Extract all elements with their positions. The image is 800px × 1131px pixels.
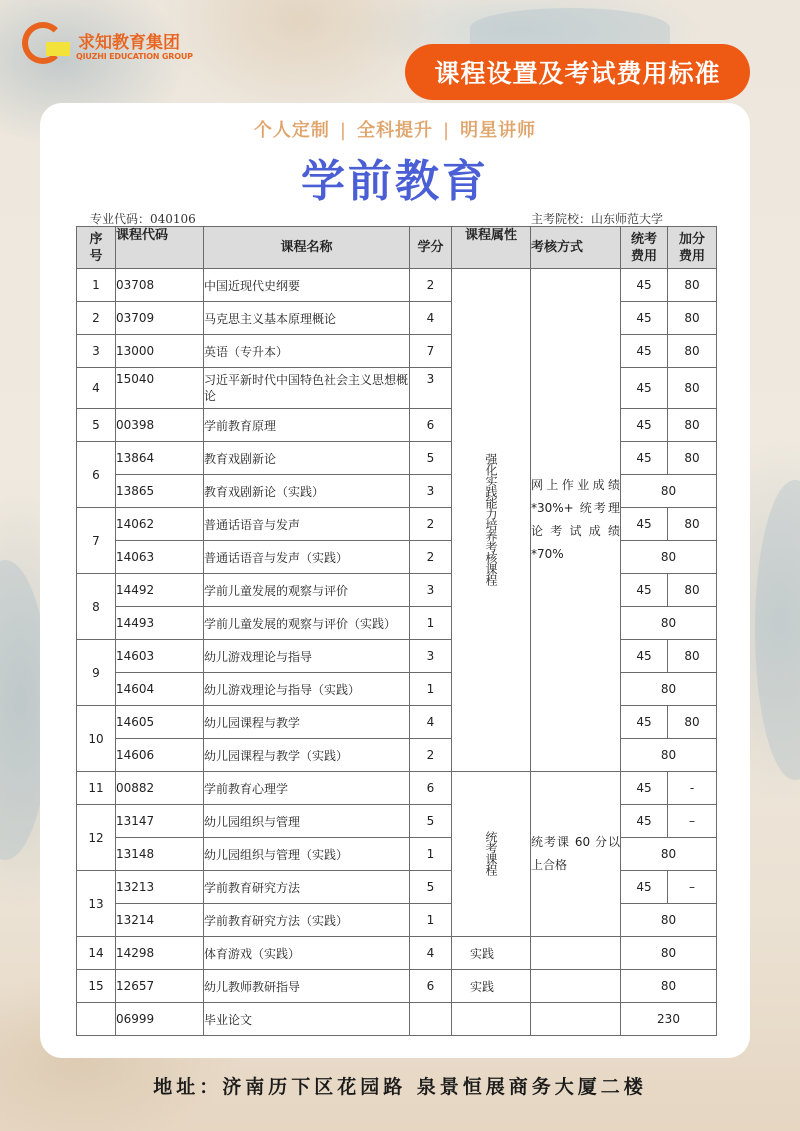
- cell-credit: 4: [410, 706, 452, 739]
- cell-seq: 4: [77, 368, 116, 409]
- cell-exam-fee: 45: [621, 805, 668, 838]
- cell-credit: 3: [410, 574, 452, 607]
- header-method: 考核方式: [531, 227, 621, 269]
- cell-extra-fee: 80: [668, 269, 717, 302]
- cell-code: 00882: [116, 772, 204, 805]
- table-row: [77, 442, 717, 475]
- cell-code: 06999: [116, 1003, 204, 1036]
- host-school: 主考院校：山东师范大学: [530, 212, 663, 226]
- table-row: [77, 508, 717, 541]
- cell-attribute-practice: 强化实践能力培养考核课程: [452, 269, 531, 772]
- logo-bar-icon: [46, 42, 70, 56]
- cell-name: 学前儿童发展的观察与评价: [204, 574, 410, 607]
- cell-fee: 80: [621, 739, 717, 772]
- cell-name: 学前教育原理: [204, 409, 410, 442]
- cell-seq: 9: [77, 640, 116, 706]
- cell-extra-fee: 80: [668, 706, 717, 739]
- table-row: [77, 574, 717, 607]
- tagline-item: 个人定制: [253, 120, 330, 141]
- cell-credit: 3: [410, 368, 452, 409]
- cell-name: 普通话语音与发声（实践）: [204, 541, 410, 574]
- cell-method: [531, 937, 621, 970]
- tagline-item: 明星讲师: [460, 120, 537, 141]
- cell-credit: 5: [410, 805, 452, 838]
- table-row: [77, 368, 717, 409]
- cell-code: 15040: [116, 368, 204, 409]
- table-row: [77, 640, 717, 673]
- table-row: [77, 772, 717, 805]
- cell-exam-fee: 45: [621, 409, 668, 442]
- cell-code: 14062: [116, 508, 204, 541]
- background-mountain: [470, 8, 670, 48]
- cell-fee: 80: [621, 937, 717, 970]
- cell-credit: 3: [410, 640, 452, 673]
- cell-exam-fee: 45: [621, 772, 668, 805]
- table-row: [77, 302, 717, 335]
- table-row: [77, 970, 717, 1003]
- cell-code: 13214: [116, 904, 204, 937]
- cell-credit: 2: [410, 541, 452, 574]
- cell-fee: 80: [621, 607, 717, 640]
- cell-fee: 80: [621, 838, 717, 871]
- table-row: [77, 607, 717, 640]
- cell-seq: 15: [77, 970, 116, 1003]
- cell-code: 13865: [116, 475, 204, 508]
- cell-name: 中国近现代史纲要: [204, 269, 410, 302]
- cell-extra-fee: 80: [668, 442, 717, 475]
- cell-name: 幼儿园课程与教学: [204, 706, 410, 739]
- cell-name: 教育戏剧新论（实践）: [204, 475, 410, 508]
- cell-extra-fee: 80: [668, 335, 717, 368]
- header-seq: 序号: [77, 227, 116, 269]
- table-row: [77, 706, 717, 739]
- header-extra-fee: 加分费用: [668, 227, 717, 269]
- cell-name: 幼儿园课程与教学（实践）: [204, 739, 410, 772]
- cell-method-practice: 网上作业成绩*30%+ 统考理论考试成绩*70%: [531, 269, 621, 772]
- cell-code: 14493: [116, 607, 204, 640]
- cell-credit: 7: [410, 335, 452, 368]
- cell-seq: 5: [77, 409, 116, 442]
- page-banner: 课程设置及考试费用标准: [405, 44, 750, 100]
- cell-seq: 8: [77, 574, 116, 640]
- address-footer: 地址：济南历下区花园路 泉景恒展商务大厦二楼: [153, 1076, 647, 1098]
- header-credit: 学分: [410, 227, 452, 269]
- cell-code: 13147: [116, 805, 204, 838]
- cell-seq: 10: [77, 706, 116, 772]
- cell-code: 13148: [116, 838, 204, 871]
- page-title: 学前教育: [301, 156, 489, 207]
- cell-credit: [410, 1003, 452, 1036]
- table-row: [77, 541, 717, 574]
- cell-attribute: [452, 1003, 531, 1036]
- cell-name: 幼儿游戏理论与指导: [204, 640, 410, 673]
- cell-extra-fee: –: [668, 805, 717, 838]
- cell-code: 14605: [116, 706, 204, 739]
- cell-code: 14606: [116, 739, 204, 772]
- cell-fee: 80: [621, 541, 717, 574]
- cell-credit: 2: [410, 739, 452, 772]
- cell-method: [531, 1003, 621, 1036]
- cell-name: 英语（专升本）: [204, 335, 410, 368]
- cell-extra-fee: 80: [668, 508, 717, 541]
- cell-code: 00398: [116, 409, 204, 442]
- brand-logo: [20, 20, 220, 70]
- brand-name-en: QIUZHI EDUCATION GROUP: [76, 52, 193, 61]
- cell-attribute: 实践: [452, 937, 531, 970]
- cell-credit: 6: [410, 772, 452, 805]
- table-row: [77, 335, 717, 368]
- cell-credit: 1: [410, 838, 452, 871]
- cell-exam-fee: 45: [621, 508, 668, 541]
- cell-fee: 80: [621, 475, 717, 508]
- cell-exam-fee: 45: [621, 269, 668, 302]
- cell-code: 13213: [116, 871, 204, 904]
- cell-name: 幼儿教师教研指导: [204, 970, 410, 1003]
- course-table: [76, 226, 717, 1036]
- cell-seq: 3: [77, 335, 116, 368]
- table-row: [77, 805, 717, 838]
- header-exam-fee: 统考费用: [621, 227, 668, 269]
- cell-name: 毕业论文: [204, 1003, 410, 1036]
- cell-fee: 230: [621, 1003, 717, 1036]
- cell-code: 14063: [116, 541, 204, 574]
- cell-credit: 6: [410, 409, 452, 442]
- brand-name-cn: 求知教育集团: [78, 33, 180, 53]
- cell-name: 幼儿园组织与管理: [204, 805, 410, 838]
- cell-seq: 7: [77, 508, 116, 574]
- header-name: 课程名称: [204, 227, 410, 269]
- cell-fee: 80: [621, 970, 717, 1003]
- cell-code: 14604: [116, 673, 204, 706]
- cell-exam-fee: 45: [621, 706, 668, 739]
- cell-name: 学前儿童发展的观察与评价（实践）: [204, 607, 410, 640]
- cell-name: 学前教育研究方法（实践）: [204, 904, 410, 937]
- table-header-row: [77, 227, 717, 269]
- header-attribute: 课程属性: [452, 227, 531, 269]
- cell-credit: 2: [410, 508, 452, 541]
- table-row: [77, 269, 717, 302]
- cell-seq: 11: [77, 772, 116, 805]
- header-code: 课程代码: [116, 227, 204, 269]
- cell-code: 03709: [116, 302, 204, 335]
- cell-extra-fee: 80: [668, 368, 717, 409]
- content-card: [40, 103, 750, 1058]
- cell-exam-fee: 45: [621, 442, 668, 475]
- cell-name: 幼儿园组织与管理（实践）: [204, 838, 410, 871]
- table-row: [77, 871, 717, 904]
- cell-extra-fee: -: [668, 772, 717, 805]
- cell-exam-fee: 45: [621, 574, 668, 607]
- cell-name: 习近平新时代中国特色社会主义思想概论: [204, 368, 410, 409]
- cell-exam-fee: 45: [621, 335, 668, 368]
- cell-credit: 5: [410, 871, 452, 904]
- tagline-item: 全科提升: [357, 120, 433, 141]
- cell-credit: 4: [410, 937, 452, 970]
- table-row: [77, 739, 717, 772]
- cell-credit: 5: [410, 442, 452, 475]
- cell-credit: 1: [410, 673, 452, 706]
- cell-name: 教育戏剧新论: [204, 442, 410, 475]
- cell-credit: 6: [410, 970, 452, 1003]
- cell-credit: 1: [410, 904, 452, 937]
- cell-fee: 80: [621, 904, 717, 937]
- cell-extra-fee: –: [668, 871, 717, 904]
- cell-attribute-unified: 统考课程: [452, 772, 531, 937]
- cell-extra-fee: 80: [668, 409, 717, 442]
- cell-seq: 13: [77, 871, 116, 937]
- cell-method: [531, 970, 621, 1003]
- cell-extra-fee: 80: [668, 574, 717, 607]
- table-row: [77, 673, 717, 706]
- cell-seq: 6: [77, 442, 116, 508]
- cell-name: 学前教育心理学: [204, 772, 410, 805]
- cell-code: 03708: [116, 269, 204, 302]
- tagline-separator: |: [339, 120, 347, 141]
- cell-exam-fee: 45: [621, 368, 668, 409]
- cell-code: 12657: [116, 970, 204, 1003]
- cell-seq: 12: [77, 805, 116, 871]
- cell-seq: 1: [77, 269, 116, 302]
- cell-name: 普通话语音与发声: [204, 508, 410, 541]
- cell-extra-fee: 80: [668, 302, 717, 335]
- tagline-separator: |: [443, 120, 451, 141]
- tagline: [40, 116, 750, 142]
- cell-fee: 80: [621, 673, 717, 706]
- cell-credit: 3: [410, 475, 452, 508]
- cell-method-unified: 统考课 60 分以上合格: [531, 772, 621, 937]
- cell-name: 马克思主义基本原理概论: [204, 302, 410, 335]
- cell-name: 体育游戏（实践）: [204, 937, 410, 970]
- table-row: [77, 904, 717, 937]
- cell-credit: 2: [410, 269, 452, 302]
- table-row: [77, 475, 717, 508]
- cell-name: 学前教育研究方法: [204, 871, 410, 904]
- table-row: [77, 409, 717, 442]
- cell-credit: 1: [410, 607, 452, 640]
- major-code: 专业代码：040106: [90, 212, 196, 226]
- cell-code: 13864: [116, 442, 204, 475]
- cell-code: 14492: [116, 574, 204, 607]
- cell-seq: 2: [77, 302, 116, 335]
- cell-seq: 14: [77, 937, 116, 970]
- cell-exam-fee: 45: [621, 640, 668, 673]
- cell-exam-fee: 45: [621, 302, 668, 335]
- cell-exam-fee: 45: [621, 871, 668, 904]
- cell-name: 幼儿游戏理论与指导（实践）: [204, 673, 410, 706]
- cell-code: 13000: [116, 335, 204, 368]
- cell-code: 14603: [116, 640, 204, 673]
- table-row: [77, 838, 717, 871]
- background-mountain: [755, 480, 800, 780]
- cell-attribute: 实践: [452, 970, 531, 1003]
- cell-seq: [77, 1003, 116, 1036]
- table-row: [77, 1003, 717, 1036]
- cell-code: 14298: [116, 937, 204, 970]
- cell-extra-fee: 80: [668, 640, 717, 673]
- table-row: [77, 937, 717, 970]
- cell-credit: 4: [410, 302, 452, 335]
